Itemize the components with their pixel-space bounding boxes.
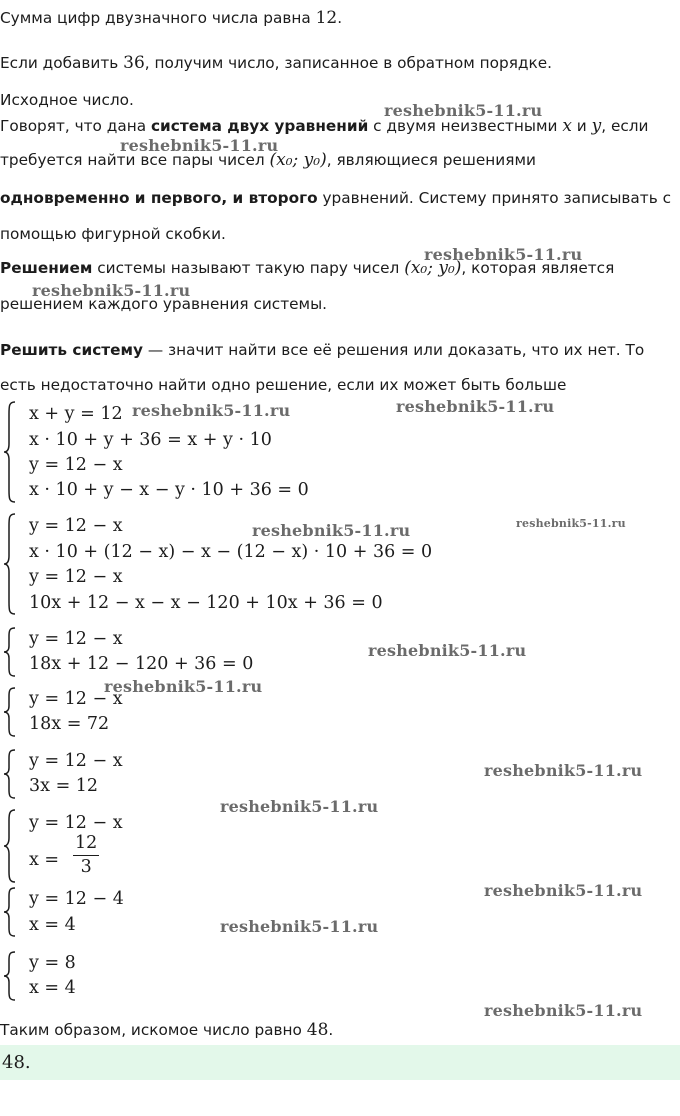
theory-line-7: Решить систему — значит найти все её решения или доказать, что их нет. То: [0, 341, 645, 359]
watermark: reshebnik5-11.ru: [120, 136, 279, 155]
theory-line-3: одновременно и первого, и второго уравнений. Систему принято записывать с: [0, 189, 671, 207]
theory-line-5: Решением системы называют такую пару чисел (x₀; y₀), которая является: [0, 258, 615, 278]
equation-line: 18x + 12 − 120 + 36 = 0: [29, 654, 254, 674]
equation-line: x · 10 + y + 36 = x + y · 10: [29, 430, 272, 450]
watermark: reshebnik5-11.ru: [484, 761, 643, 780]
equation-system-3: [3, 626, 680, 678]
left-brace-icon: [3, 748, 17, 800]
watermark: reshebnik5-11.ru: [484, 1001, 643, 1020]
left-brace-icon: [3, 512, 17, 616]
equation-system-1: [3, 400, 680, 504]
equation-line: x · 10 + y − x − y · 10 + 36 = 0: [29, 480, 309, 500]
left-brace-icon: [3, 686, 17, 738]
equation-system-8: [3, 950, 680, 1002]
equation-line: y = 12 − x: [29, 516, 123, 536]
equation-line: 18x = 72: [29, 714, 110, 734]
watermark: reshebnik5-11.ru: [252, 521, 411, 540]
theory-line-2: требуется найти все пары чисел (x₀; y₀), являющиеся решениями: [0, 150, 536, 170]
equation-line: y = 12 − x: [29, 455, 123, 475]
watermark: reshebnik5-11.ru: [424, 245, 583, 264]
watermark: reshebnik5-11.ru: [132, 401, 291, 420]
equation-line: y = 12 − x: [29, 751, 123, 771]
left-brace-icon: [3, 626, 17, 678]
problem-line-1: Сумма цифр двузначного числа равна 12.: [0, 8, 343, 28]
equation-line: y = 12 − 4: [29, 889, 124, 909]
watermark: reshebnik5-11.ru: [32, 281, 191, 300]
theory-line-1: Говорят, что дана система двух уравнений с двумя неизвестными x и y, если: [0, 116, 649, 136]
watermark: reshebnik5-11.ru: [384, 101, 543, 120]
equation-line: 10x + 12 − x − x − 120 + 10x + 36 = 0: [29, 593, 383, 613]
watermark: reshebnik5-11.ru: [516, 517, 626, 530]
equation-line: y = 12 − x: [29, 567, 123, 587]
theory-line-8: есть недостаточно найти одно решение, если их может быть больше: [0, 376, 567, 394]
left-brace-icon: [3, 808, 17, 884]
left-brace-icon: [3, 950, 17, 1002]
equation-line: y = 12 − x: [29, 813, 123, 833]
equation-line: 3x = 12: [29, 776, 99, 796]
conclusion-line: Таким образом, искомое число равно 48.: [0, 1020, 334, 1040]
watermark: reshebnik5-11.ru: [368, 641, 527, 660]
answer-value: 48.: [2, 1052, 31, 1073]
theory-line-4: помощью фигурной скобки.: [0, 225, 226, 243]
watermark: reshebnik5-11.ru: [220, 797, 379, 816]
equation-line: x = 4: [29, 915, 76, 935]
problem-line-2: Если добавить 36, получим число, записанное в обратном порядке.: [0, 53, 553, 73]
answer-box: [0, 1045, 680, 1080]
equation-line: x = 4: [29, 978, 76, 998]
watermark: reshebnik5-11.ru: [396, 397, 555, 416]
equation-line: y = 8: [29, 953, 76, 973]
equation-line: y = 12 − x: [29, 629, 123, 649]
left-brace-icon: [3, 886, 17, 938]
equation-line: x + y = 12: [29, 404, 123, 424]
watermark: reshebnik5-11.ru: [220, 917, 379, 936]
left-brace-icon: [3, 400, 17, 504]
equation-line: x · 10 + (12 − x) − x − (12 − x) · 10 + 36 = 0: [29, 542, 433, 562]
theory-line-6: решением каждого уравнения системы.: [0, 295, 328, 313]
fraction-numerator: 12: [73, 832, 99, 856]
watermark: reshebnik5-11.ru: [104, 677, 263, 696]
watermark: reshebnik5-11.ru: [484, 881, 643, 900]
fraction-denominator: 3: [80, 857, 92, 877]
equation-system-6: [3, 808, 680, 884]
fraction: [73, 832, 99, 879]
problem-line-3: Исходное число.: [0, 91, 134, 109]
equation-line: y = 12 − x: [29, 689, 123, 709]
equation-line: x =: [29, 850, 60, 870]
